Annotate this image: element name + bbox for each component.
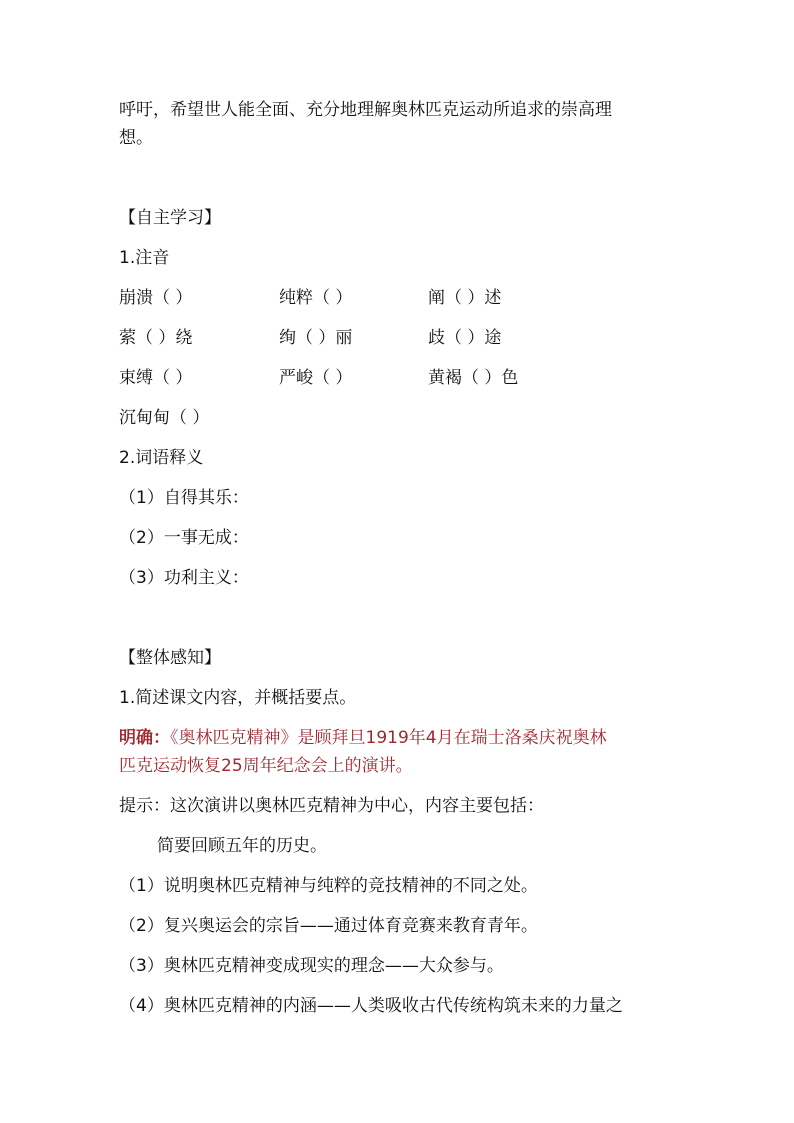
pinyin-item: 束缚（ ）: [119, 368, 193, 388]
vocab-heading: 2.词语释义: [119, 448, 204, 468]
pinyin-item: 阐（ ）述: [428, 288, 502, 308]
section-heading-overview: 【整体感知】: [119, 648, 221, 668]
pinyin-item: 绚（ ）丽: [279, 328, 353, 348]
vocab-item: （1）自得其乐：: [119, 488, 249, 508]
point-item: （2）复兴奥运会的宗旨——通过体育竞赛来教育青年。: [119, 916, 538, 936]
pinyin-item: 崩溃（ ）: [119, 288, 193, 308]
hint-text: 提示：这次演讲以奥林匹克精神为中心，内容主要包括：: [119, 796, 544, 816]
question-1: 1.简述课文内容，并概括要点。: [119, 688, 357, 708]
pinyin-item: 黄褐（ ）色: [428, 368, 519, 388]
vocab-item: （3）功利主义：: [119, 568, 249, 588]
pinyin-item: 萦（ ）绕: [119, 328, 193, 348]
point-item: （4）奥林匹克精神的内涵——人类吸收古代传统构筑未来的力量之: [119, 996, 623, 1016]
answer-line-1: [119, 727, 607, 749]
point-item: （3）奥林匹克精神变成现实的理念——大众参与。: [119, 956, 504, 976]
point-item: （1）说明奥林匹克精神与纯粹的竞技精神的不同之处。: [119, 876, 538, 896]
answer-line-2: 匹克运动恢复25周年纪念会上的演讲。: [119, 756, 413, 776]
point-intro: 简要回顾五年的历史。: [157, 836, 327, 856]
pinyin-heading: 1.注音: [119, 248, 170, 268]
intro-line-1: 呼吁，希望世人能全面、充分地理解奥林匹克运动所追求的崇高理: [119, 100, 612, 120]
pinyin-row-1: [119, 287, 679, 309]
pinyin-row-3: [119, 367, 679, 389]
pinyin-item: 歧（ ）途: [428, 328, 502, 348]
section-heading-self-study: 【自主学习】: [119, 208, 221, 228]
intro-line-2: 想。: [119, 128, 153, 148]
answer-text: 《奥林匹克精神》是顾拜旦1919年4月在瑞士洛桑庆祝奥林: [170, 728, 607, 748]
vocab-item: （2）一事无成：: [119, 528, 249, 548]
pinyin-item: 严峻（ ）: [279, 368, 353, 388]
pinyin-row-2: [119, 327, 679, 349]
answer-label: 明确：: [119, 728, 170, 748]
pinyin-item: 纯粹（ ）: [279, 288, 353, 308]
pinyin-row-4: 沉甸甸（ ）: [119, 408, 210, 428]
